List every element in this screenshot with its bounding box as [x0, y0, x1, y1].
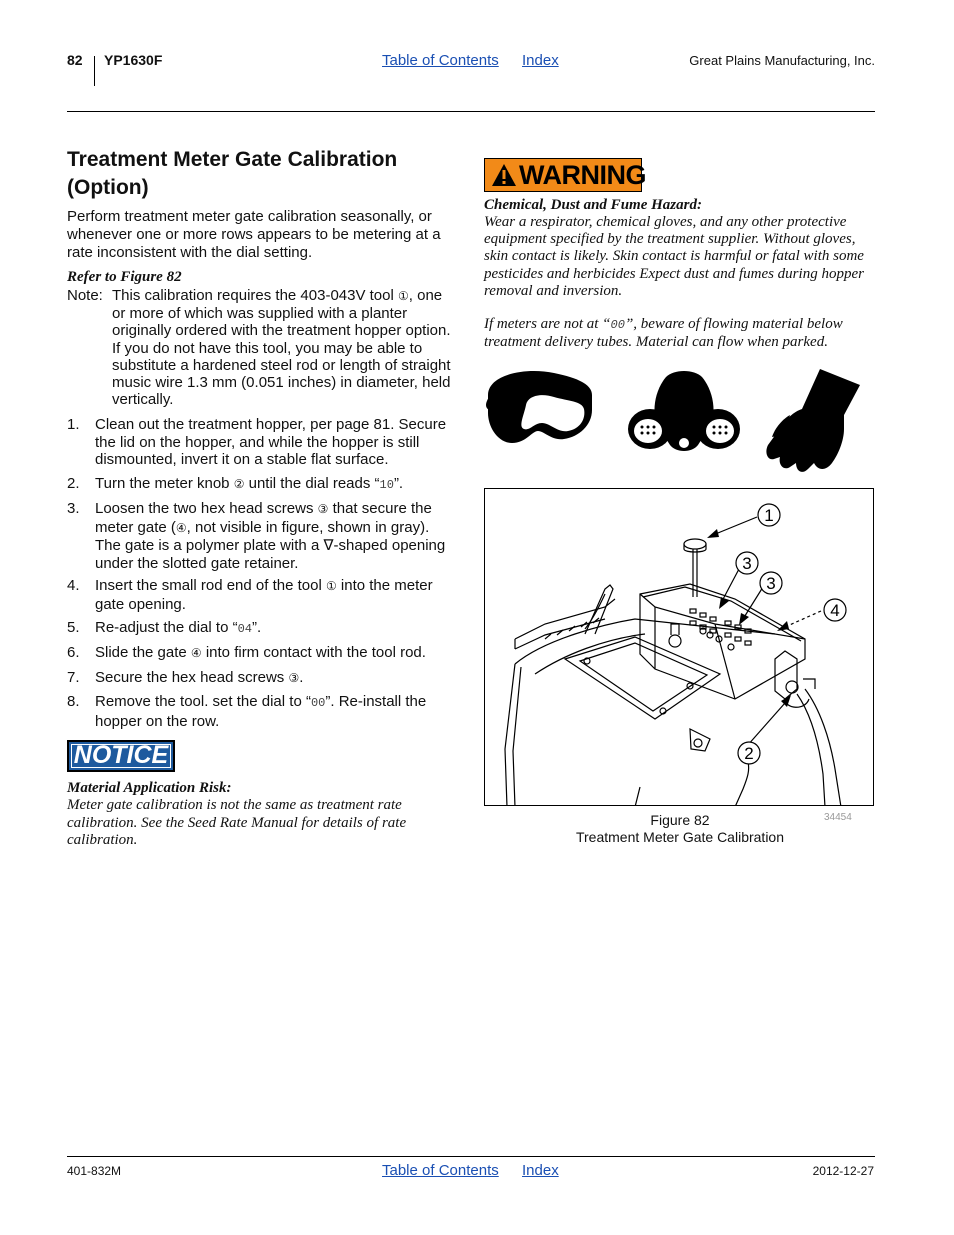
callout-ref: ④: [175, 520, 187, 535]
notice-body: Meter gate calibration is not the same as treatment rate calibration. See the Seed Rate Manual for details of rate calibration.: [67, 797, 407, 848]
step-item: 2. Turn the meter knob ② until the dial reads “10”.: [67, 475, 404, 492]
warning-body: Wear a respirator, chemical gloves, and any other protective equipment specified by the treatment supplier. Without gloves, skin contact is likely. Skin contact is harmful or fatal with some pesticides and herbicides Expect dust and fumes during hopper removal and inversion.: [484, 214, 864, 299]
figure-id: 34454: [824, 812, 852, 823]
goggles-icon: [484, 365, 596, 455]
notice-badge: [67, 740, 175, 772]
step-item: 7. Secure the hex head screws ③.: [67, 669, 304, 686]
note-label: Note:: [67, 287, 103, 304]
company-name: Great Plains Manufacturing, Inc.: [689, 53, 875, 68]
intro-paragraph: Perform treatment meter gate calibration seasonally, or whenever one or more rows appears to be metering at a rate inconsistent with the dial setting.: [67, 208, 441, 261]
glove-icon: [760, 365, 872, 475]
step-item: 3. Loosen the two hex head screws ③ that secure the meter gate (④, not visible in figure, shown in gray). The gate is a polymer plate with a ∇-shaped opening under the slotted gate retainer.: [67, 500, 446, 572]
step-item: 8. Remove the tool. set the dial to “00”. Re-install the hopper on the row.: [67, 693, 427, 730]
callout-3a: 3: [742, 554, 752, 573]
document-number: 401-832M: [67, 1164, 122, 1178]
warning-triangle-icon: [491, 163, 517, 187]
header-divider: [94, 56, 95, 86]
callout-2: 2: [744, 744, 754, 763]
callout-3b: 3: [766, 574, 776, 593]
figure-title: Treatment Meter Gate Calibration: [575, 829, 784, 845]
callout-ref: ③: [317, 502, 329, 516]
callout-ref: ①: [325, 579, 337, 593]
respirator-icon: [626, 365, 742, 460]
callout-ref: ①: [398, 289, 409, 303]
step-item: 4. Insert the small rod end of the tool ① into the meter gate opening.: [67, 577, 433, 613]
callout-4: 4: [830, 601, 840, 620]
warning-label: WARNING: [519, 160, 646, 190]
note-text: This calibration requires the 403-043V tool ①, one or more of which was supplied with a planter originally ordered with the treatment hopper option. If you do not have this tool, you may be able to substitute a hardened steel rod or length of straight music wire 1.3 mm (0.051 inches) in diameter, held vertically.: [112, 287, 451, 409]
callout-ref: ②: [233, 477, 245, 491]
callout-ref: ③: [288, 671, 300, 685]
step-item: 6. Slide the gate ④ into firm contact with the tool rod.: [67, 644, 426, 661]
warning-title: Chemical, Dust and Fume Hazard:: [484, 197, 702, 213]
figure-reference: Refer to Figure 82: [67, 269, 182, 285]
toc-link-bottom[interactable]: Table of Contents: [382, 1162, 499, 1179]
publication-date: 2012-12-27: [812, 1164, 874, 1178]
model-name: YP1630F: [104, 52, 163, 68]
notice-title: Material Application Risk:: [67, 780, 232, 796]
warning-body-flow: If meters are not at “00”, beware of flowing material below treatment delivery tubes. Material can flow when parked.: [484, 316, 843, 351]
toc-link-top[interactable]: Table of Contents: [382, 52, 499, 69]
figure-caption: [560, 812, 800, 846]
warning-badge: [484, 158, 646, 192]
step-item: 1. Clean out the treatment hopper, per page 81. Secure the lid on the hopper, and while the hopper is still dismounted, invert it on a stable flat surface.: [67, 416, 447, 468]
index-link-bottom[interactable]: Index: [522, 1162, 559, 1179]
figure-illustration: [484, 488, 874, 806]
notice-label: NOTICE: [73, 741, 169, 769]
footer-rule: [67, 1156, 875, 1157]
section-title: Treatment Meter Gate Calibration (Option): [67, 148, 398, 199]
page-number: 82: [67, 52, 83, 68]
header-rule: [67, 111, 875, 112]
index-link-top[interactable]: Index: [522, 52, 559, 69]
figure-number: Figure 82: [650, 812, 710, 828]
callout-1: 1: [764, 506, 774, 525]
step-item: 5. Re-adjust the dial to “04”.: [67, 619, 262, 636]
callout-ref: ④: [190, 646, 202, 660]
meter-assembly-diagram: [485, 489, 874, 806]
